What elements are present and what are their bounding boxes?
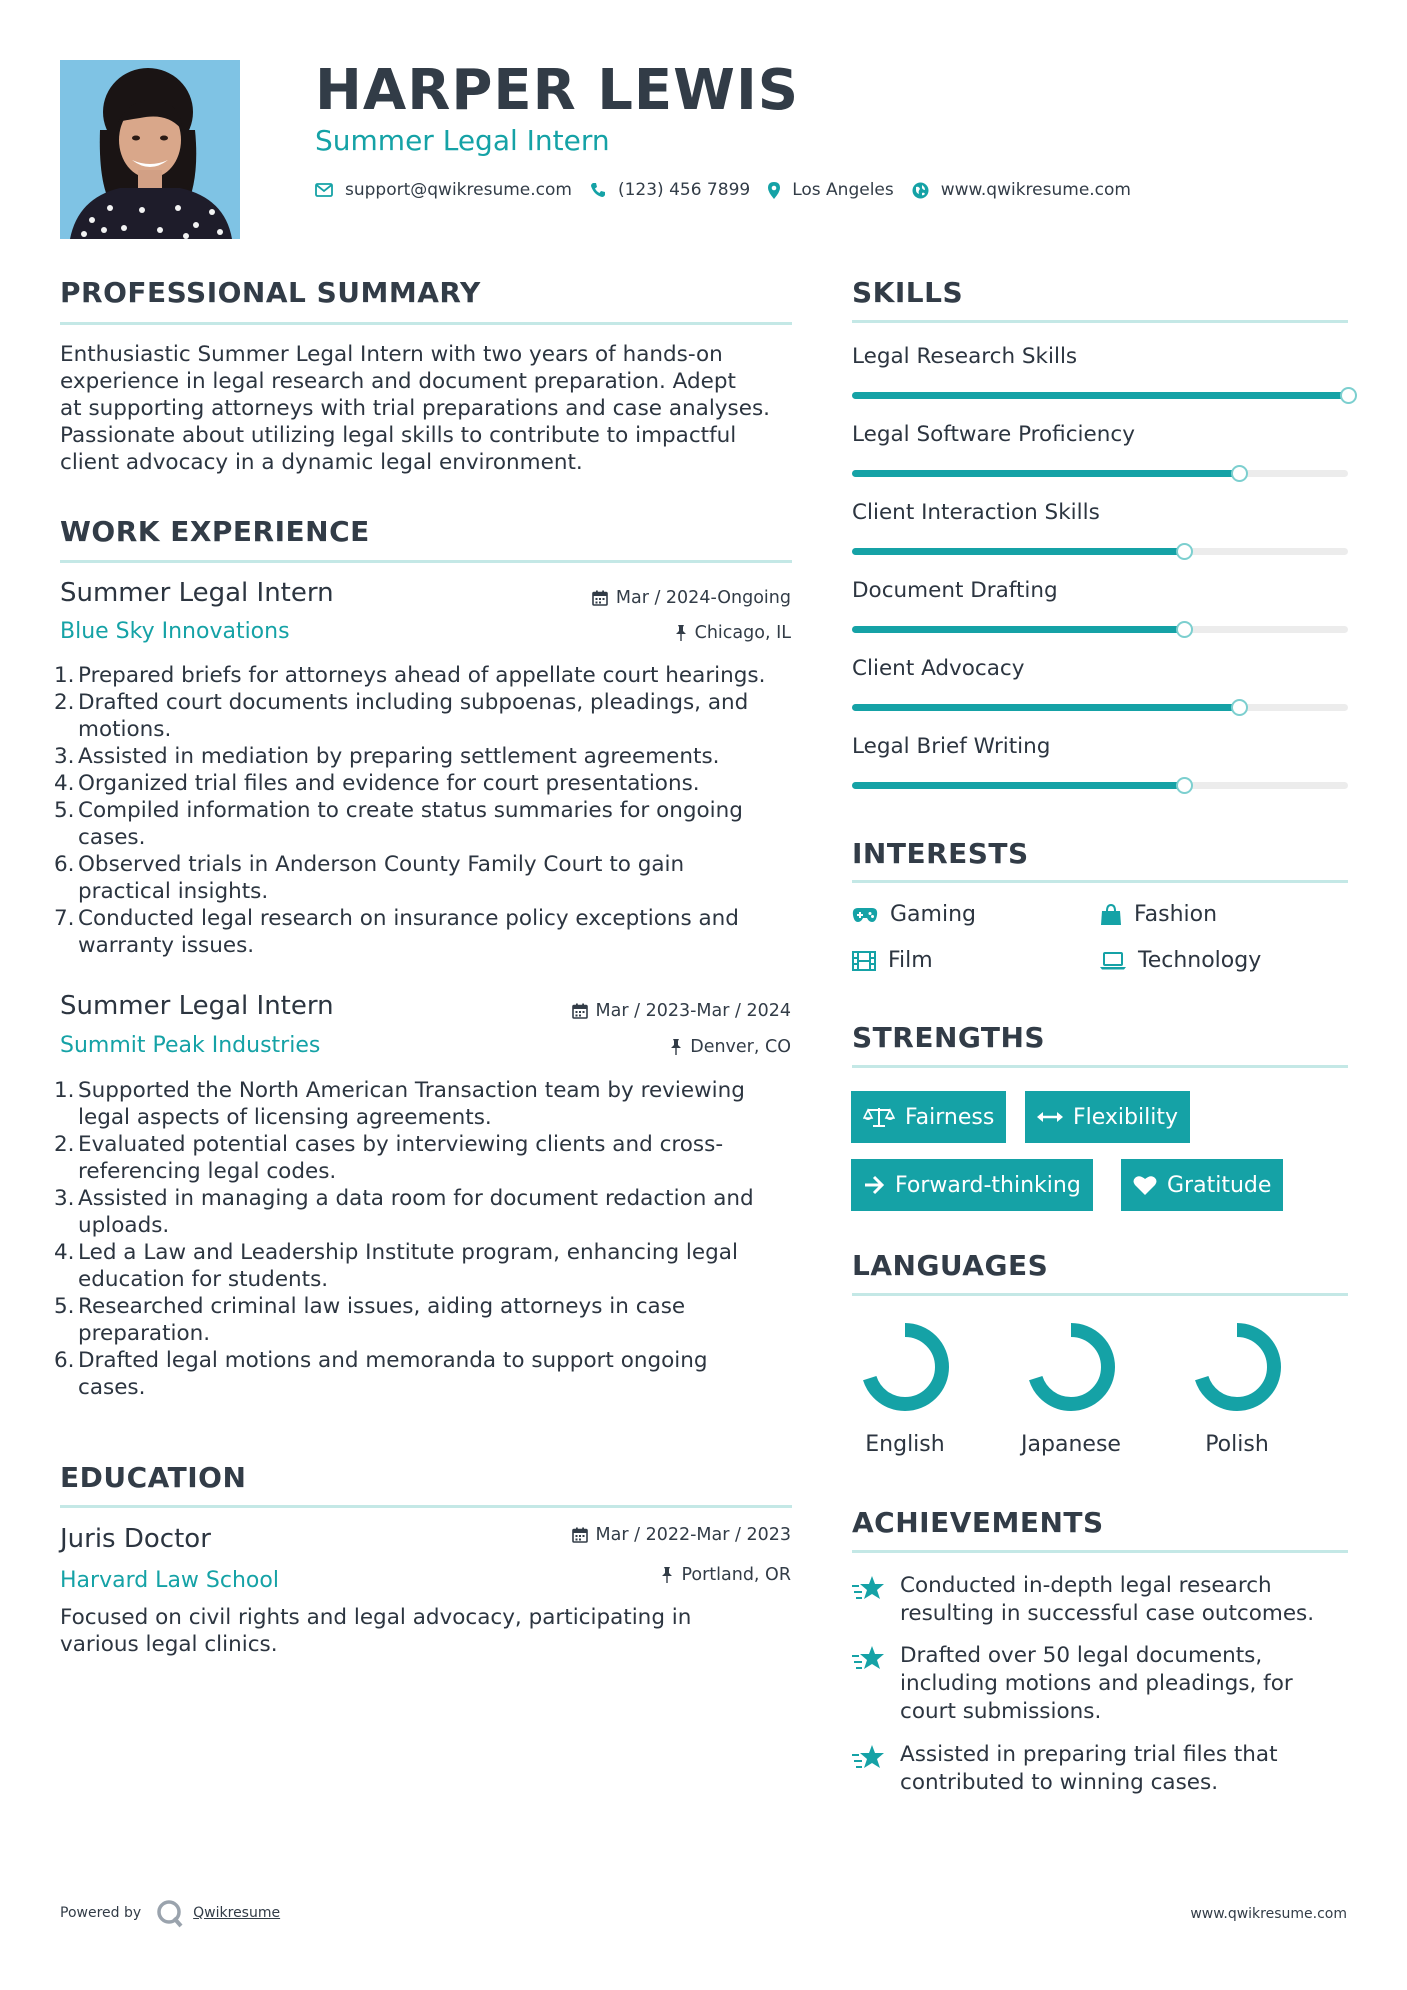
skill-bar-fill [852,704,1239,711]
list-item [54,689,800,743]
pushpin-icon [675,625,687,641]
achievement-line: court submissions. [900,1699,1102,1724]
item-line: Organized trial files and evidence for court presentations. [78,771,700,796]
phone-icon [590,182,606,198]
list-item [54,1185,800,1239]
skill-bar [852,548,1348,555]
language-name: Japanese [1021,1432,1121,1457]
degree-title: Juris Doctor [60,1524,211,1554]
job-dates-text: Mar / 2023-Mar / 2024 [595,1001,791,1021]
item-number: 1. [54,1078,75,1103]
interest-label: Fashion [1134,902,1218,927]
languages-heading: LANGUAGES [852,1249,1049,1282]
company-name: Summit Peak Industries [60,1033,321,1058]
item-number: 5. [54,798,75,823]
skill-name: Client Advocacy [852,656,1025,681]
contact-website[interactable] [912,180,1131,200]
item-number: 7. [54,906,75,931]
item-line: Drafted court documents including subpoenas, pleadings, and [78,690,749,715]
achievement-item [852,1642,1352,1726]
language-ring [850,1312,960,1422]
item-line: Evaluated potential cases by interviewing clients and cross- [78,1132,724,1157]
language-name: Polish [1205,1432,1269,1457]
language-ring [1182,1312,1292,1422]
skill-bar-knob [1176,543,1193,560]
list-item [54,1131,800,1185]
list-item [54,797,800,851]
job-location [670,1037,791,1057]
education-dates-text: Mar / 2022-Mar / 2023 [595,1525,791,1545]
laptop-icon [1100,952,1126,970]
achievement-line: contributed to winning cases. [900,1770,1219,1795]
summary-line: Enthusiastic Summer Legal Intern with two years of hands-on [60,342,723,367]
balance-scale-icon [863,1106,895,1128]
education-line: Focused on civil rights and legal advocacy, participating in [60,1605,692,1630]
gamepad-icon [852,907,878,923]
skill-name: Legal Research Skills [852,344,1078,369]
item-line: motions. [78,717,172,742]
achievement-line: Assisted in preparing trial files that [900,1742,1278,1767]
item-line: Compiled information to create status summaries for ongoing [78,798,743,823]
interest-label: Technology [1138,948,1262,973]
school-name: Harvard Law School [60,1568,279,1593]
interest-film [852,948,933,973]
item-line: Assisted in managing a data room for document redaction and [78,1186,754,1211]
skill-bar-knob [1176,621,1193,638]
item-number: 6. [54,852,75,877]
item-line: Drafted legal motions and memoranda to support ongoing [78,1348,708,1373]
item-line: practical insights. [78,879,269,904]
item-line: referencing legal codes. [78,1159,337,1184]
achievements-divider [852,1550,1348,1553]
summary-line: Passionate about utilizing legal skills to contribute to impactful [60,423,737,448]
summary-line: client advocacy in a dynamic legal environment. [60,450,583,475]
skill-bar-knob [1340,387,1357,404]
heart-icon [1133,1175,1157,1195]
pushpin-icon [670,1039,682,1055]
skill-bar-knob [1231,465,1248,482]
skill-bar [852,704,1348,711]
skill-bar-knob [1176,777,1193,794]
arrows-horizontal-icon [1037,1110,1063,1124]
list-item [54,1293,800,1347]
item-line: uploads. [78,1213,170,1238]
skill-name: Document Drafting [852,578,1058,603]
list-item [54,662,800,689]
strengths-divider [852,1065,1348,1068]
item-number: 2. [54,690,75,715]
qwikresume-logo-icon [155,1898,185,1928]
item-line: Assisted in mediation by preparing settlement agreements. [78,744,720,769]
item-line: education for students. [78,1267,329,1292]
skill-name: Legal Brief Writing [852,734,1051,759]
education-location [661,1565,791,1585]
strength-label: Gratitude [1167,1172,1272,1198]
film-icon [852,951,876,971]
item-line: preparation. [78,1321,211,1346]
achievement-line: Drafted over 50 legal documents, [900,1643,1263,1668]
person-portrait-icon [60,60,240,239]
job-duties-list [54,1077,800,1401]
education-heading: EDUCATION [60,1461,247,1494]
interests-heading: INTERESTS [852,837,1029,870]
summary-line: at supporting attorneys with trial preparations and case analyses. [60,396,770,421]
education-location-text: Portland, OR [681,1565,791,1585]
job-title: Summer Legal Intern [60,991,334,1021]
skills-divider [852,320,1348,323]
list-item [54,770,800,797]
summary-line: experience in legal research and document preparation. Adept [60,369,736,394]
skills-heading: SKILLS [852,276,964,309]
skill-bar-knob [1231,699,1248,716]
item-number: 3. [54,744,75,769]
list-item [54,1239,800,1293]
education-dates [572,1525,791,1545]
list-item [54,743,800,770]
interest-label: Gaming [890,902,976,927]
interests-divider [852,880,1348,883]
strength-tag-gratitude [1121,1159,1283,1211]
candidate-name: HARPER LEWIS [315,58,800,123]
skill-bar [852,626,1348,633]
shopping-bag-icon [1100,904,1122,926]
phone-text: (123) 456 7899 [617,180,751,200]
contact-email[interactable] [315,180,572,200]
website-text: www.qwikresume.com [940,180,1131,200]
item-line: Led a Law and Leadership Institute program, enhancing legal [78,1240,738,1265]
item-line: Conducted legal research on insurance policy exceptions and [78,906,739,931]
skill-bar-fill [852,470,1239,477]
education-line: various legal clinics. [60,1632,278,1657]
language-name: English [865,1432,945,1457]
achievement-line: including motions and pleadings, for [900,1671,1293,1696]
skill-bar [852,470,1348,477]
languages-divider [852,1293,1348,1296]
achievement-text [900,1572,1314,1628]
globe-icon [912,182,929,199]
item-line: legal aspects of licensing agreements. [78,1105,492,1130]
job-location-text: Chicago, IL [694,623,791,643]
education-description [60,1604,792,1658]
job-dates [592,588,791,608]
strength-tag-forward-thinking [851,1159,1093,1211]
shooting-star-icon [852,1743,886,1771]
item-line: warranty issues. [78,933,255,958]
achievement-line: resulting in successful case outcomes. [900,1601,1315,1626]
achievements-heading: ACHIEVEMENTS [852,1506,1104,1539]
calendar-icon [592,590,608,606]
strength-label: Forward-thinking [895,1172,1081,1198]
strengths-heading: STRENGTHS [852,1021,1046,1054]
list-item [54,1077,800,1131]
contact-bar [315,180,1149,200]
list-item [54,851,800,905]
item-line: Supported the North American Transaction team by reviewing [78,1078,745,1103]
skill-bar-fill [852,392,1348,399]
skill-bar-fill [852,548,1184,555]
skill-name: Client Interaction Skills [852,500,1100,525]
achievement-text [900,1642,1293,1726]
shooting-star-icon [852,1574,886,1602]
experience-divider [60,560,792,563]
strength-tag-fairness [851,1091,1006,1143]
achievement-text [900,1741,1278,1797]
item-number: 5. [54,1294,75,1319]
shooting-star-icon [852,1644,886,1672]
language-ring [1016,1312,1126,1422]
summary-heading: PROFESSIONAL SUMMARY [60,276,481,309]
arrow-right-icon [863,1175,885,1195]
item-line: Prepared briefs for attorneys ahead of appellate court hearings. [78,663,766,688]
item-number: 3. [54,1186,75,1211]
skill-bar [852,782,1348,789]
interest-fashion [1100,902,1217,927]
strength-tag-flexibility [1025,1091,1190,1143]
pushpin-icon [661,1567,673,1583]
calendar-icon [572,1003,588,1019]
item-number: 6. [54,1348,75,1373]
item-line: cases. [78,825,146,850]
interest-technology [1100,948,1261,973]
strength-label: Flexibility [1073,1104,1178,1130]
powered-by-label: Powered by [60,1905,142,1921]
education-divider [60,1505,792,1508]
interest-gaming [852,902,976,927]
strength-label: Fairness [905,1104,995,1130]
job-dates-text: Mar / 2024-Ongoing [615,588,791,608]
list-item [54,905,800,959]
item-number: 4. [54,771,75,796]
brand-link[interactable]: Qwikresume [193,1905,281,1921]
skill-bar [852,392,1348,399]
achievement-item [852,1741,1352,1797]
job-dates [572,1001,791,1021]
candidate-title: Summer Legal Intern [315,124,610,157]
summary-divider [60,322,792,325]
item-line: Observed trials in Anderson County Family Court to gain [78,852,685,877]
experience-heading: WORK EXPERIENCE [60,515,370,548]
footer-powered-by [60,1898,280,1928]
interest-label: Film [888,948,933,973]
skill-bar-fill [852,782,1184,789]
job-location-text: Denver, CO [690,1037,791,1057]
job-duties-list [54,662,800,959]
contact-phone[interactable] [590,180,750,200]
footer-url[interactable]: www.qwikresume.com [1190,1906,1347,1922]
summary-text [60,341,792,476]
item-line: Researched criminal law issues, aiding attorneys in case [78,1294,686,1319]
company-name: Blue Sky Innovations [60,619,290,644]
item-number: 4. [54,1240,75,1265]
skill-bar-fill [852,626,1184,633]
email-text: support@qwikresume.com [345,180,572,200]
map-marker-icon [768,182,780,199]
list-item [54,1347,800,1401]
envelope-icon [315,183,333,197]
job-location [675,623,791,643]
skill-name: Legal Software Proficiency [852,422,1135,447]
job-title: Summer Legal Intern [60,578,334,608]
achievement-line: Conducted in-depth legal research [900,1573,1272,1598]
item-number: 2. [54,1132,75,1157]
contact-location [768,180,894,200]
achievement-item [852,1572,1352,1628]
calendar-icon [572,1527,588,1543]
profile-photo [60,60,240,239]
item-number: 1. [54,663,75,688]
item-line: cases. [78,1375,146,1400]
location-text: Los Angeles [792,180,894,200]
